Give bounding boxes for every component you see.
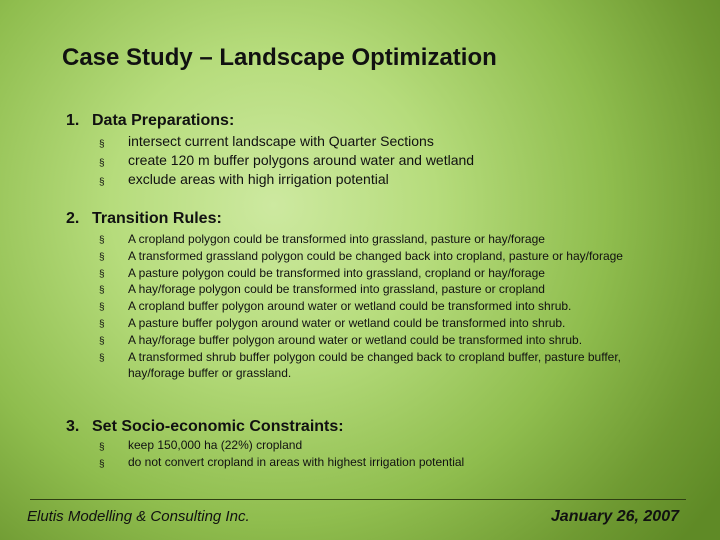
section-heading [66, 112, 686, 130]
footer-date: January 26, 2007 [550, 508, 679, 525]
footer-divider [30, 499, 686, 500]
bullet-icon [99, 351, 105, 368]
list-item: § exclude areas with high irrigation potential [99, 170, 686, 189]
list-item: § A hay/forage buffer polygon around water or wetland could be transformed into shrub. [99, 332, 659, 349]
section-heading [66, 210, 686, 228]
bullet-list [99, 132, 686, 189]
list-item: § A cropland buffer polygon around water or wetland could be transformed into shrub. [99, 298, 659, 315]
bullet-list [99, 231, 659, 382]
list-item: § do not convert cropland in areas with highest irrigation potential [99, 454, 686, 471]
section-title: Set Socio-economic Constraints: [92, 418, 344, 435]
list-item: § intersect current landscape with Quarter Sections [99, 132, 686, 151]
bullet-icon [99, 173, 105, 192]
list-item: § A pasture polygon could be transformed into grassland, cropland or hay/forage [99, 265, 659, 282]
list-item: § A pasture buffer polygon around water or wetland could be transformed into shrub. [99, 315, 659, 332]
list-item: § keep 150,000 ha (22%) cropland [99, 437, 686, 454]
list-item: § create 120 m buffer polygons around water and wetland [99, 151, 686, 170]
section-socio-economic-constraints [66, 418, 686, 471]
section-title: Data Preparations: [92, 112, 235, 129]
section-transition-rules [66, 210, 686, 382]
list-item: § A hay/forage polygon could be transformed into grassland, pasture or cropland [99, 281, 659, 298]
bullet-icon [99, 456, 105, 473]
section-number: 3. [66, 418, 80, 435]
section-number: 2. [66, 210, 80, 227]
slide-title: Case Study – Landscape Optimization [62, 44, 497, 71]
bullet-list [99, 437, 686, 471]
list-item: § A cropland polygon could be transformed into grassland, pasture or hay/forage [99, 231, 659, 248]
section-number: 1. [66, 112, 80, 129]
list-item: § A transformed shrub buffer polygon could be changed back to cropland buffer, pasture buffer, hay/forage buffer or grassland. [99, 349, 659, 383]
section-data-preparations [66, 112, 686, 189]
footer-company: Elutis Modelling & Consulting Inc. [27, 508, 250, 525]
section-heading [66, 418, 686, 436]
section-title: Transition Rules: [92, 210, 222, 227]
list-item: § A transformed grassland polygon could be changed back into cropland, pasture or hay/forage [99, 248, 659, 265]
